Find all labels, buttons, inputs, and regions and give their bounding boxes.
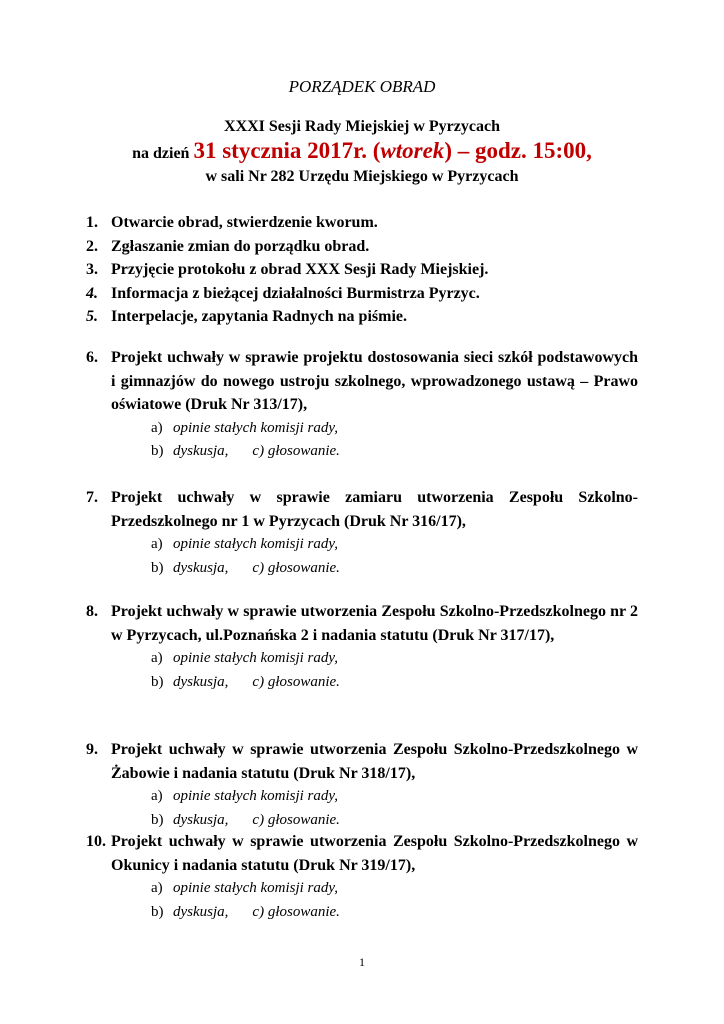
subitem-b bbox=[151, 440, 638, 464]
subitem-a bbox=[151, 533, 638, 557]
session-time: ) – godz. 15:00, bbox=[444, 138, 592, 163]
session-weekday: wtorek bbox=[380, 138, 445, 163]
item-number: 1. bbox=[86, 214, 98, 231]
item-number: 7. bbox=[86, 489, 98, 506]
subitem-text: dyskusja, bbox=[173, 903, 229, 920]
subitem-text: głosowanie. bbox=[267, 673, 340, 690]
session-line: XXXI Sesji Rady Miejskiej w Pyrzycach bbox=[224, 118, 500, 135]
agenda-item bbox=[86, 235, 638, 259]
subitem-text: głosowanie. bbox=[267, 443, 340, 459]
subitem-b bbox=[151, 809, 638, 833]
agenda-item-7 bbox=[86, 486, 638, 580]
subitem-label: b) bbox=[151, 673, 164, 690]
page-title: PORZĄDEK OBRAD bbox=[288, 77, 436, 96]
subitem-label: c) bbox=[252, 559, 265, 576]
subitem-b bbox=[151, 671, 638, 695]
item-text: Przyjęcie protokołu z obrad XXX Sesji Rady Miejskiej. bbox=[111, 261, 489, 278]
subitem-label: c) bbox=[252, 673, 265, 690]
subitem-a bbox=[151, 877, 638, 901]
agenda-list-simple bbox=[86, 211, 638, 329]
page-number: 1 bbox=[359, 955, 365, 969]
agenda-item bbox=[86, 830, 638, 877]
item-number: 6. bbox=[86, 349, 98, 366]
subitem-label: c) bbox=[252, 811, 265, 828]
session-date: 31 stycznia 2017r. ( bbox=[193, 138, 381, 163]
agenda-item-10 bbox=[86, 830, 638, 924]
item-text: Projekt uchwały w sprawie utworzenia Zespołu Szkolno-Przedszkolnego nr 2 w Pyrzycach, ul.Poznańska 2 i nadania statutu (Druk Nr 317/17), bbox=[111, 603, 638, 644]
item-text: Projekt uchwały w sprawie projektu dostosowania sieci szkół podstawowych i gimnazjów do nowego ustroju szkolnego, wprowadzonego ustawą – Prawo oświatowe (Druk Nr 313/17), bbox=[111, 349, 638, 413]
item-number: 2. bbox=[86, 237, 98, 255]
subitem-text: opinie stałych komisji rady, bbox=[173, 536, 338, 552]
subitem-a bbox=[151, 417, 638, 441]
agenda-item bbox=[86, 486, 638, 533]
subitem-label: b) bbox=[151, 443, 164, 459]
subitem-text: opinie stałych komisji rady, bbox=[173, 880, 338, 896]
agenda-item bbox=[86, 305, 638, 329]
item-text: Interpelacje, zapytania Radnych na piśmie. bbox=[111, 308, 407, 325]
agenda-item-9 bbox=[86, 738, 638, 832]
subitem-text: dyskusja, bbox=[173, 811, 229, 828]
item-number: 8. bbox=[86, 603, 98, 620]
subitem-label: a) bbox=[151, 788, 163, 804]
item-number: 4. bbox=[86, 284, 98, 302]
subitem-label: a) bbox=[151, 419, 163, 436]
agenda-item bbox=[86, 282, 638, 306]
date-prefix: na dzień bbox=[132, 145, 194, 162]
subitem-label: a) bbox=[151, 536, 163, 552]
subitem-text: głosowanie. bbox=[267, 903, 340, 920]
item-text: Zgłaszanie zmian do porządku obrad. bbox=[111, 237, 370, 255]
subitem-text: głosowanie. bbox=[267, 559, 340, 576]
subitem-label: c) bbox=[252, 443, 265, 459]
agenda-item bbox=[86, 258, 638, 282]
agenda-item-6 bbox=[86, 346, 638, 464]
subitem-label: a) bbox=[151, 880, 163, 896]
subitem-label: b) bbox=[151, 811, 164, 828]
subitem-text: opinie stałych komisji rady, bbox=[173, 419, 338, 436]
item-text: Informacja z bieżącej działalności Burmistrza Pyrzyc. bbox=[111, 284, 480, 302]
item-text: Projekt uchwały w sprawie zamiaru utworzenia Zespołu Szkolno-Przedszkolnego nr 1 w Pyrzycach (Druk Nr 316/17), bbox=[111, 489, 638, 530]
subitem-a bbox=[151, 785, 638, 809]
agenda-item bbox=[86, 346, 638, 417]
agenda-item-8 bbox=[86, 600, 638, 694]
subitem-b bbox=[151, 901, 638, 925]
subitem-a bbox=[151, 647, 638, 671]
agenda-item bbox=[86, 600, 638, 647]
subitem-label: b) bbox=[151, 559, 164, 576]
item-text: Otwarcie obrad, stwierdzenie kworum. bbox=[111, 214, 378, 231]
subitem-text: opinie stałych komisji rady, bbox=[173, 788, 338, 804]
subitem-text: dyskusja, bbox=[173, 443, 229, 459]
agenda-item bbox=[86, 738, 638, 785]
subitem-label: c) bbox=[252, 903, 265, 920]
item-number: 3. bbox=[86, 261, 98, 278]
subitem-text: dyskusja, bbox=[173, 559, 229, 576]
subitem-text: głosowanie. bbox=[267, 811, 340, 828]
date-line bbox=[0, 138, 724, 167]
item-text: Projekt uchwały w sprawie utworzenia Zespołu Szkolno-Przedszkolnego w Okunicy i nadania statutu (Druk Nr 319/17), bbox=[111, 833, 638, 874]
item-text: Projekt uchwały w sprawie utworzenia Zespołu Szkolno-Przedszkolnego w Żabowie i nadania statutu (Druk Nr 318/17), bbox=[111, 741, 638, 782]
item-number: 10. bbox=[86, 833, 106, 850]
subitem-label: a) bbox=[151, 650, 163, 666]
item-number: 9. bbox=[86, 741, 98, 758]
subitem-label: b) bbox=[151, 903, 164, 920]
agenda-item bbox=[86, 211, 638, 235]
subitem-text: opinie stałych komisji rady, bbox=[173, 650, 338, 666]
place-line: w sali Nr 282 Urzędu Miejskiego w Pyrzycach bbox=[205, 168, 519, 185]
item-number: 5. bbox=[86, 308, 98, 325]
subitem-b bbox=[151, 557, 638, 581]
subitem-text: dyskusja, bbox=[173, 673, 229, 690]
